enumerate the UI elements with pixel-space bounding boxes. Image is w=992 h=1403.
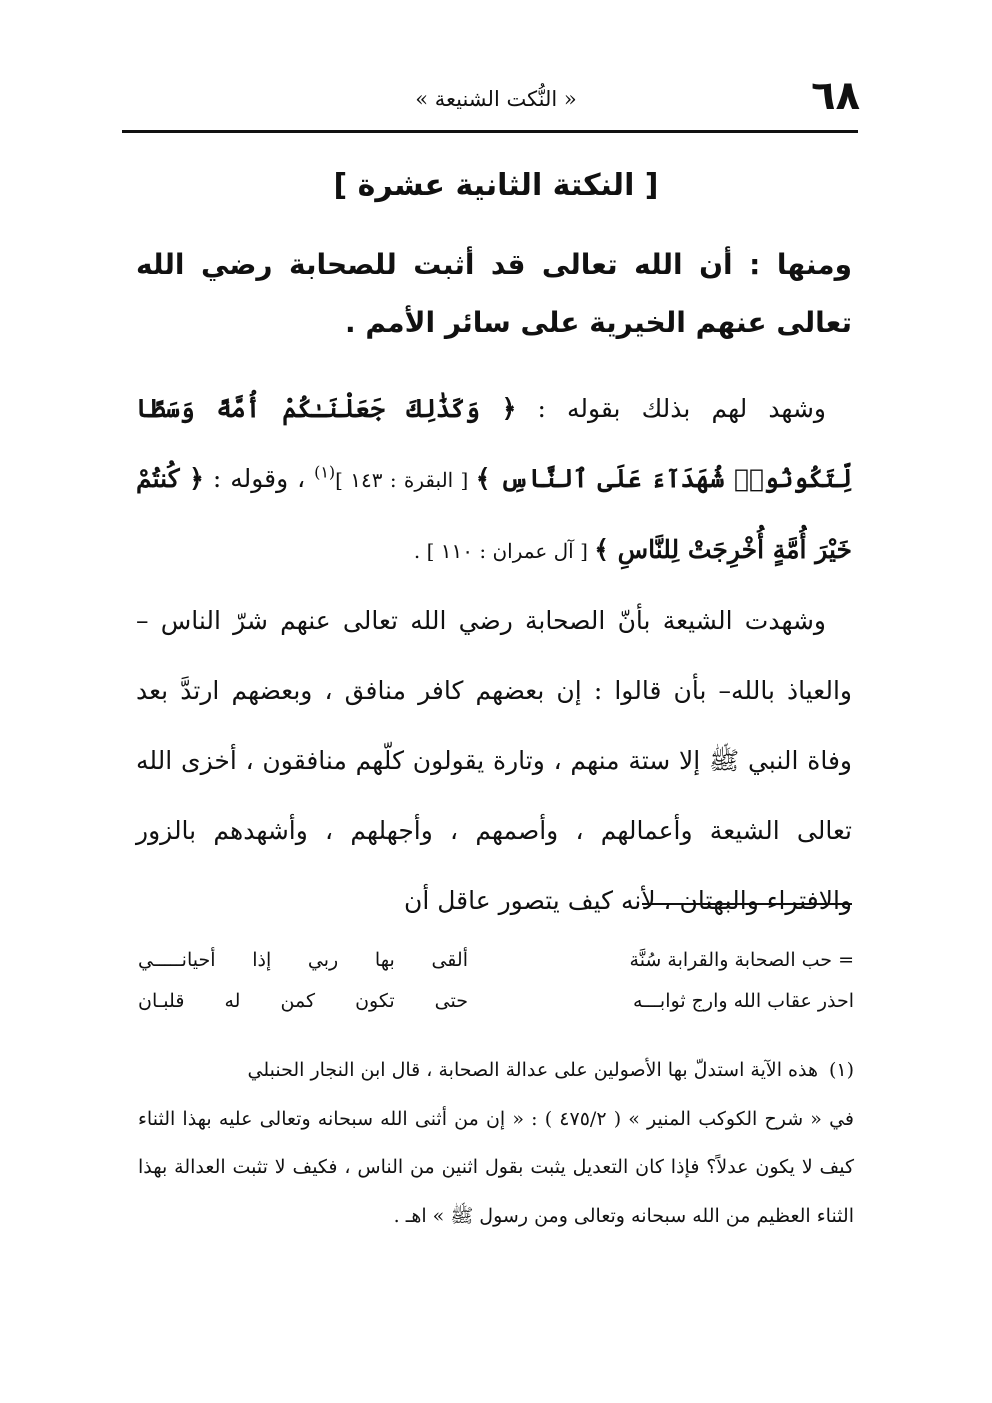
footnote-number: (١) [828,1059,854,1081]
page-number: ٦٨ [811,73,860,119]
body-text [136,374,852,936]
footnote-marker: (١) [314,462,336,482]
footnote-text: هذه الآية استدلّ بها الأصولين على عدالة الصحابة ، قال ابن النجار الحنبلي [247,1059,818,1081]
section-heading: [ النكتة الثانية عشرة ] [333,168,659,203]
footnote-continuation: في « شرح الكوكب المنير » ( ٤٧٥/٢ ) : « إن من أثنى الله سبحانه وتعالى عليه بهذا الثناء كيف لا يكون عدلاً؟ فإذا كان التعديل يثبت بقول اثنين من الناس ، فكيف لا تثبت العدالة بهذا الثناء العظيم من الله سبحانه وتعالى ومن رسول ﷺ » اهـ . [138,1107,855,1227]
verse-reference-baqarah: [ البقرة : ١٤٣ ] [335,468,476,492]
poetry-block [138,940,854,1022]
quran-verse-al-imran: ﴿ كُنتُمْ خَيْرَ أُمَّةٍ أُخْرِجَتْ لِلنَّاسِ ﴾ [136,464,852,564]
verse-second-hemistich: ألقى بها ربي إذا أحيانـــــي [138,949,468,971]
poetry-verse [138,940,854,981]
poetry-verse [138,981,854,1022]
paragraph-text: ، وقوله : [203,464,315,493]
verse-first-hemistich: احذر عقاب الله وارج ثوابـــه [633,990,854,1012]
footnote-divider [642,903,852,905]
footnote [138,1046,854,1240]
header-divider [122,130,858,133]
quran-verse-baqarah: ﴿ وَكَذَٰلِكَ جَعَلْنَـٰكُمْ أُمَّةً وَسَطًا لِّتَكُونُوا۟ شُهَدَآءَ عَلَى ٱلنَّاسِ ﴾ [136,394,852,493]
paragraph-text: وشهد لهم بذلك بقوله : [516,394,826,423]
verse-first-hemistich: = حب الصحابة والقرابة سُنَّة [629,949,854,971]
paragraph-testimony [136,374,852,586]
verse-second-hemistich: حتى تكون كمن له قلبـان [138,990,468,1012]
paragraph-shia-claim: وشهدت الشيعة بأنّ الصحابة رضي الله تعالى عنهم شرّ الناس – والعياذ بالله– بأن قالوا : إن بعضهم كافر منافق ، وبعضهم ارتدَّ بعد وفاة النبي ﷺ إلا ستة منهم ، وتارة يقولون كلّهم منافقون ، أخزى الله تعالى الشيعة وأعمالهم ، وأصمهم ، وأجهلهم ، وأشهدهم بالزور والافتراء والبهتان ، لأنه كيف يتصور عاقل أن [136,606,852,915]
footnote-first-line [138,1046,854,1095]
verse-reference-al-imran: [ آل عمران : ١١٠ ] . [413,539,595,563]
running-title: « النُّكت الشنيعة » [415,87,577,111]
lead-paragraph: ومنها : أن الله تعالى قد أثبت للصحابة رضي الله تعالى عنهم الخيرية على سائر الأمم . [136,248,852,339]
